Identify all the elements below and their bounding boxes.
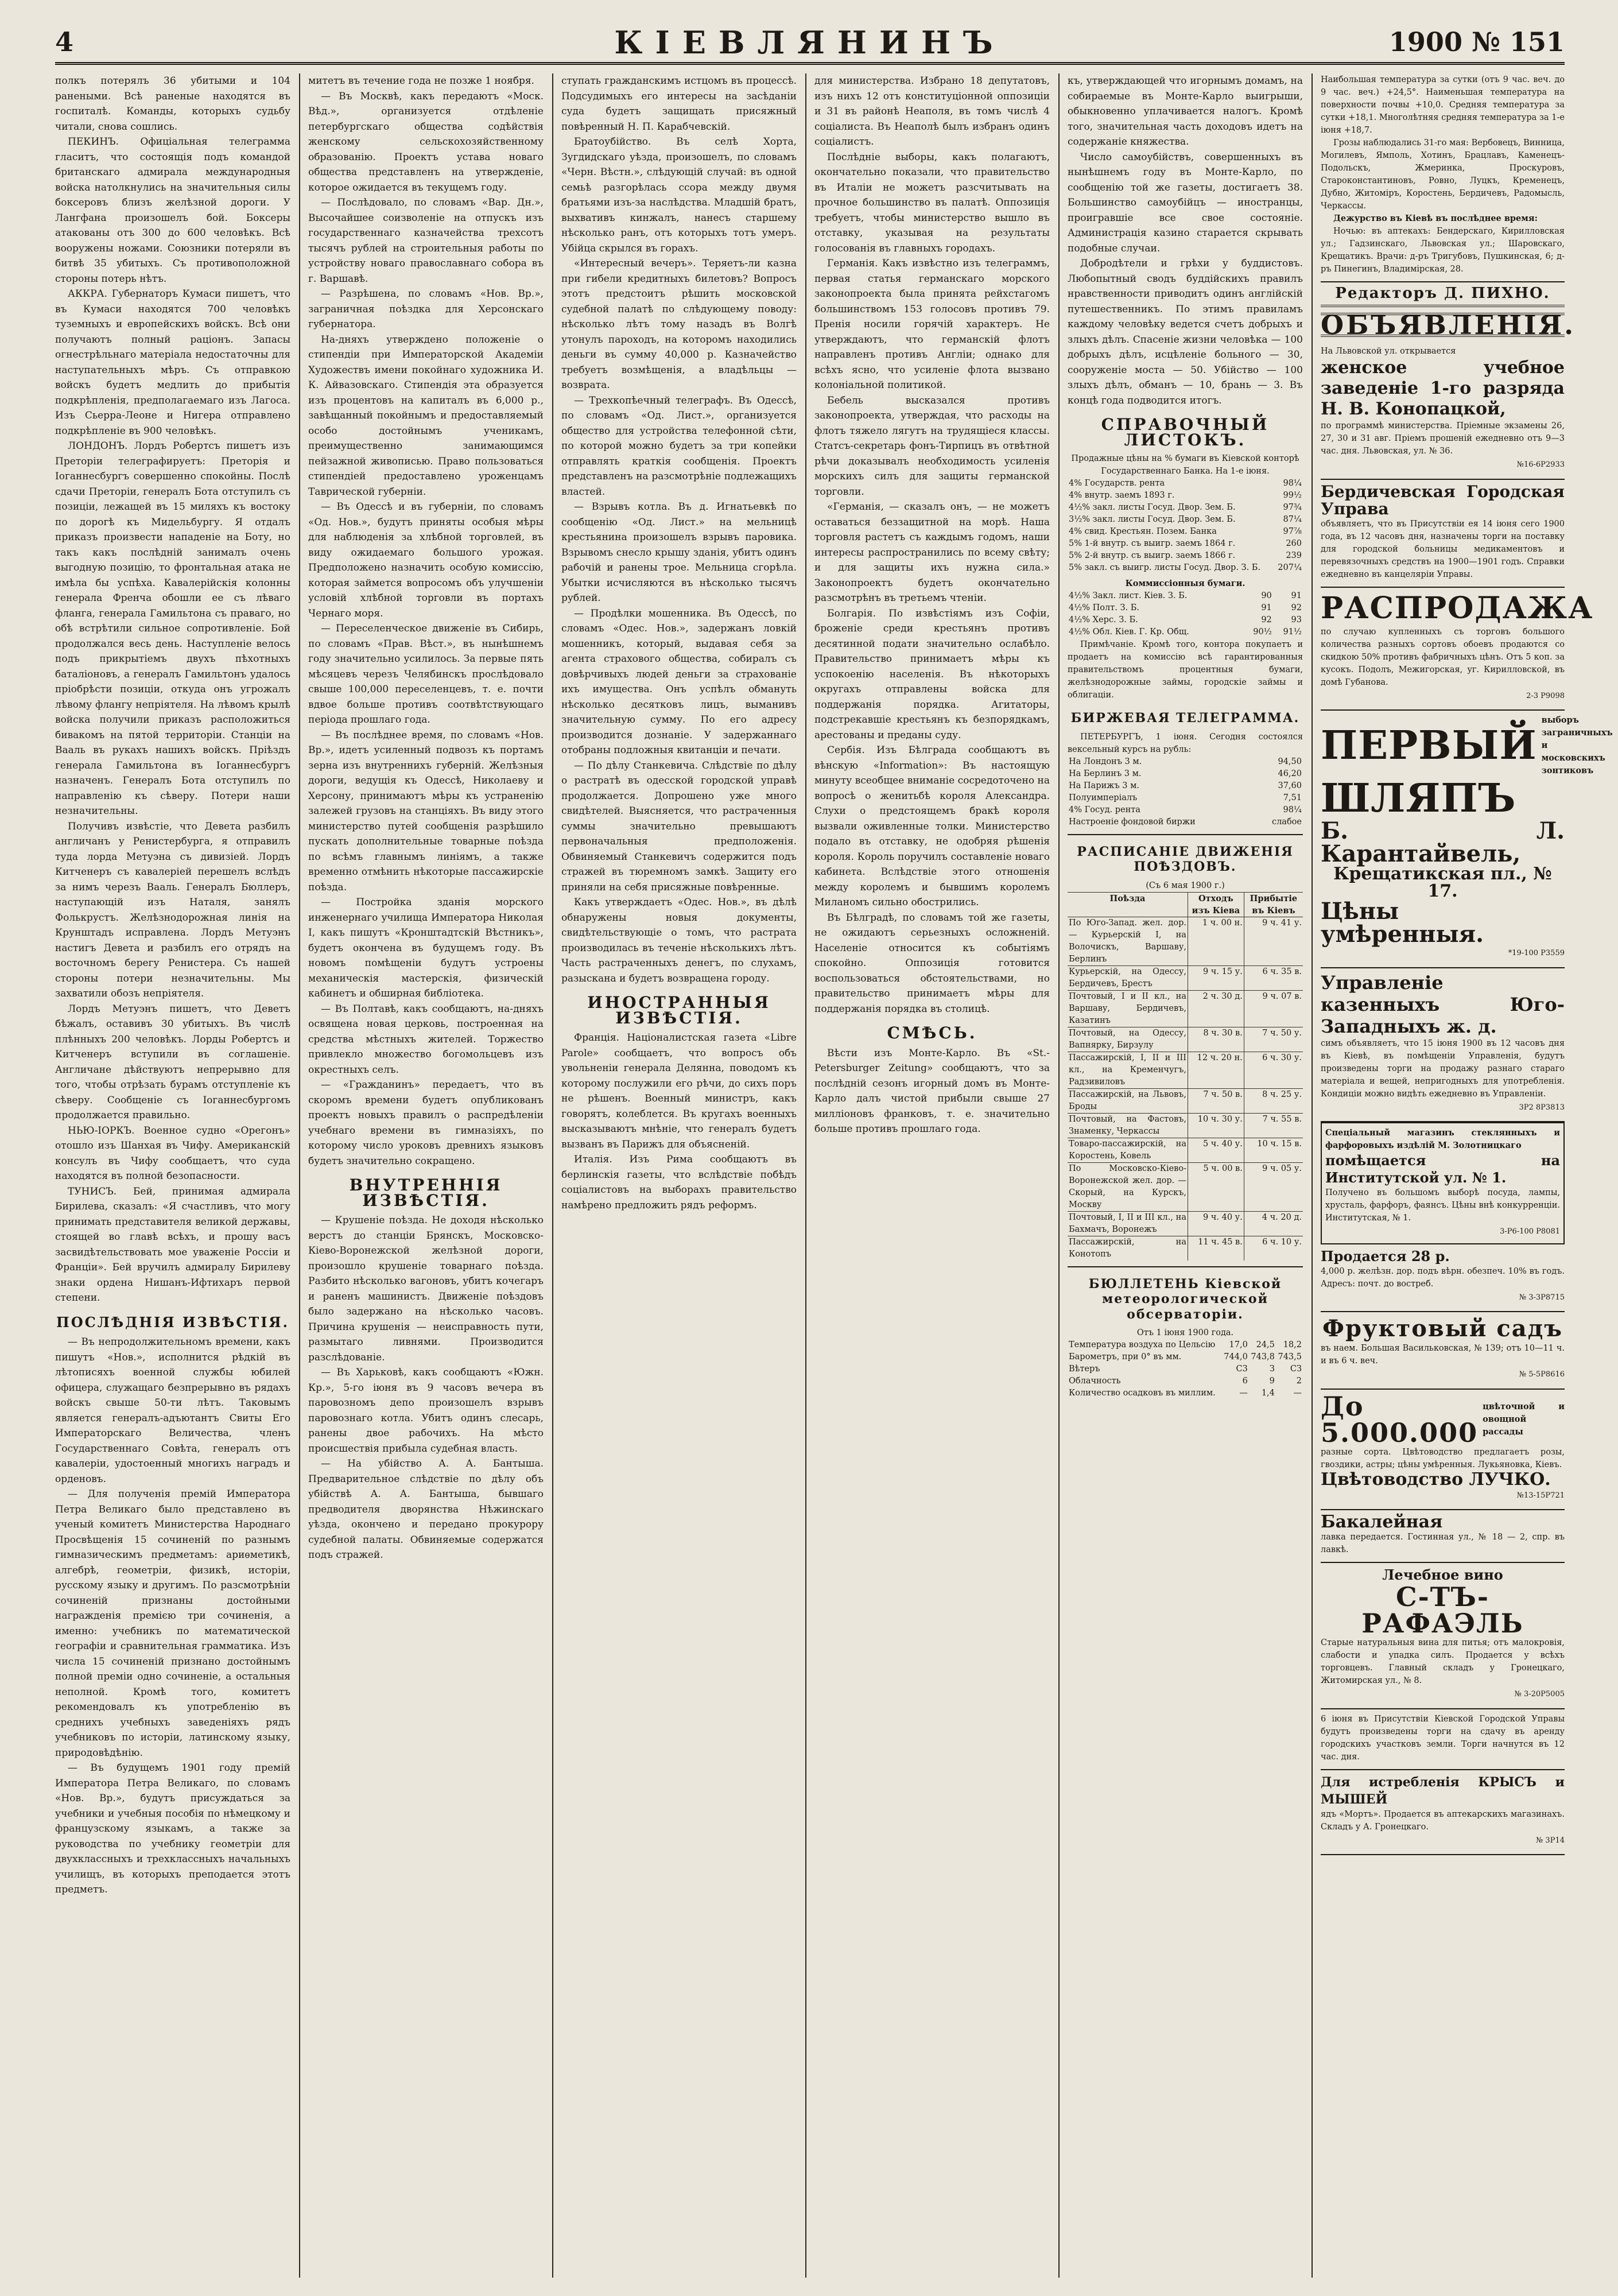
rate-row — [1068, 550, 1303, 562]
ad-headline: Фруктовый садъ — [1322, 1315, 1563, 1342]
article-paragraph: — Въ послѣднее время, по словамъ «Нов. Вр.», идетъ усиленный подвозъ къ портамъ зерна изъ внутреннихъ губерній. Желѣзныя дороги, ведущія къ Одессѣ, Николаеву и Херсону, принимаютъ мѣры къ устраненію залежей грузовъ на станціяхъ. Въ виду этого министерство путей сообщенія разрѣшило пускать дополнительные товарные поѣзда по всѣмъ главнымъ линіямъ, а также временно отмѣнить нѣкоторые пассажирскіе поѣзда. — [308, 729, 544, 893]
exchange-row — [1068, 792, 1303, 804]
ad-sale — [1321, 588, 1594, 711]
ad-headline: Продается 28 р. — [1321, 1247, 1450, 1265]
ad-text: по случаю купленныхъ съ торговъ большого количества разныхъ сортовъ обоевъ продаются со скидкою 50% противъ фабричныхъ цѣнъ. Отъ 5 коп. за кусокъ. Подолъ, Межигорская, уг. Кирилловской, въ домѣ Губанова. — [1321, 627, 1565, 687]
table-cell: 4% Госуд. рента — [1069, 805, 1140, 815]
table-cell: 4% внутр. заемъ 1893 г. — [1069, 491, 1175, 500]
table-cell: 91 — [1261, 603, 1272, 612]
table-cell: 87¼ — [1283, 515, 1302, 524]
table-cell: 7,51 — [1283, 793, 1302, 802]
article-paragraph: — Крушеніе поѣзда. Не доходя нѣсколько верстъ до станціи Брянскъ, Московско-Кіево-Воронежской желѣзной дороги, произошло крушеніе товарнаго поѣзда. Разбито нѣсколько вагоновъ, убитъ кочегаръ и раненъ машинистъ. Движеніе поѣздовъ было задержано на нѣсколько часовъ. Причина крушенія — неисправность пути, размытаго ливнями. Производится разслѣдованіе. — [308, 1215, 544, 1363]
ad-text: ядъ «Мортъ». Продается въ аптекарскихъ магазинахъ. Складъ у А. Гронецкаго. — [1321, 1809, 1565, 1832]
train-row — [1068, 1088, 1303, 1113]
ad-code: 2-3 Р9098 — [1526, 691, 1565, 700]
column-rule — [299, 73, 300, 2278]
article-paragraph: Добродѣтели и грѣхи у буддистовъ. Любопытный сводъ буддійскихъ правилъ нравственности приводитъ одинъ англійскій путешественникъ. По этимъ правиламъ каждому человѣку ведется счетъ добрыхъ и злыхъ дѣлъ. Спасеніе жизни человѣка — 100 добрыхъ дѣлъ, исцѣленіе больного — 30, сооруженіе моста — 50. Убійство — 100 злыхъ дѣлъ, обманъ — 10, брань — 3. Въ концѣ года подводится итогъ. — [1068, 258, 1303, 406]
exchange-row — [1068, 804, 1303, 816]
ad-headline: РАСПРОДАЖА — [1321, 590, 1594, 626]
article-paragraph: Италія. Изъ Рима сообщаютъ въ берлинскія газеты, что вслѣдствіе побѣдъ соціалистовъ на выборахъ правительство намѣрено предложить рядъ реформъ. — [561, 1154, 797, 1211]
ad-text: На Львовской ул. открывается — [1321, 347, 1456, 356]
ad-text: объявляетъ, что въ Присутствіи ея 14 іюня сего 1900 года, въ 12 часовъ дня, назначены торги на поставку для городской больницы медикаментовъ и перевязочныхъ средствъ на 1900—1901 годъ. Справки ежедневно въ канцеляріи Управы. — [1321, 519, 1565, 579]
table-cell: 5% 1-й внутр. съ выигр. заемъ 1864 г. — [1069, 539, 1236, 548]
commission-table — [1068, 590, 1303, 638]
table-cell: Температура воздуха по Цельсію — [1069, 1340, 1216, 1349]
newspaper-title: КІЕВЛЯНИНЪ — [614, 24, 1006, 61]
train-row — [1068, 1113, 1303, 1138]
commission-row — [1068, 626, 1303, 638]
ad-headline: Бердичевская Городская Управа — [1321, 482, 1565, 518]
table-cell: Пассажирскій, на Конотопъ — [1068, 1236, 1188, 1261]
weather-bulletin-table — [1068, 1339, 1303, 1399]
ad-grocery — [1321, 1510, 1565, 1563]
ad-code: № 3Р14 — [1536, 1836, 1565, 1845]
table-cell: Почтовый, I и II кл., на Варшаву, Бердичевъ, Казатинъ — [1068, 990, 1188, 1027]
article-paragraph: — Послѣдовало, по словамъ «Вар. Дн.», Высочайшее соизволеніе на отпускъ изъ государственнаго казначейства трехсотъ тысячъ рублей на строительныя работы по устройству новаго православнаго собора въ г. Варшавѣ. — [308, 197, 544, 285]
ad-hats — [1321, 711, 1613, 968]
ad-headline: женское учебное заведеніе 1-го разряда Н. В. Конопацкой, — [1321, 358, 1565, 419]
table-cell: 4½% Обл. Кіев. Г. Кр. Общ. — [1069, 627, 1189, 637]
table-cell: 90½ — [1253, 627, 1272, 637]
bulletin-row — [1068, 1387, 1303, 1399]
column-5 — [1068, 73, 1303, 2278]
ad-glass-shop — [1321, 1122, 1565, 1244]
ad-school — [1321, 342, 1565, 480]
column-6 — [1321, 73, 1613, 2278]
article-paragraph: — Въ Одессѣ и въ губерніи, по словамъ «Од. Нов.», будутъ приняты особыя мѣры для наблюденія за хлѣбной торговлей, въ виду ожидаемаго большого урожая. Предположено назначить особую комиссію, которая займется вопросомъ объ улучшеніи условій хлѣбной торговли въ портахъ Чернаго моря. — [308, 501, 544, 619]
table-cell: 4½% закл. листы Госуд. Двор. Зем. Б. — [1069, 503, 1236, 512]
table-cell: 7 ч. 50 у. — [1244, 1027, 1303, 1052]
section-heading: БЮЛЛЕТЕНЬ Кіевской метеорологической обсерваторіи. — [1088, 1276, 1282, 1322]
table-cell: 10 ч. 30 у. — [1188, 1113, 1244, 1138]
table-cell: 6 — [1242, 1376, 1248, 1386]
ad-code: 3-Р6-100 Р8081 — [1500, 1227, 1560, 1236]
table-cell: 98¼ — [1283, 479, 1302, 488]
table-cell: 46,20 — [1278, 769, 1302, 778]
table-cell: 744,0 — [1224, 1352, 1248, 1362]
article-paragraph: — Въ Москвѣ, какъ передаютъ «Моск. Вѣд.», организуется отдѣленіе петербургскаго общества содѣйствія женскому сельскохозяйственному образованію. Проектъ устава новаго общества представленъ на утвержденіе, которое ожидается въ текущемъ году. — [308, 90, 544, 193]
table-cell: Полуимперіалъ — [1069, 793, 1138, 802]
article-paragraph: къ, утверждающей что игорнымъ домамъ, на собираемые въ Монте-Карло выигрыши, обыкновенно уплачивается налогъ. Кромѣ того, значительная часть доходовъ идетъ на содержаніе княжества. — [1068, 75, 1303, 148]
ad-headline: Бакалейная — [1321, 1512, 1443, 1532]
ad-side-text: цвѣточной и овощной рассады — [1483, 1401, 1565, 1437]
storm-notes: Грозы наблюдались 31-го мая: Вербовецъ, Винница, Могилевъ, Ямполь, Хотинъ, Брацлавъ, Каменецъ-Подольскъ, Жмеринка, Проскуровъ, Староконстантиновъ, Ровно, Луцкъ, Кременецъ, Дубно, Житоміръ, Коростень, Бердичевъ, Радомысль, Черкассы. — [1321, 138, 1565, 211]
article-paragraph: Бебель высказался противъ законопроекта, утверждая, что расходы на флотъ тяжело лягутъ на трудящіеся классы. Статсъ-секретарь фонъ-Тирпицъ въ отвѣтной рѣчи доказывалъ необходимость усиленія морскихъ силъ для защиты германской торговли. — [814, 394, 1050, 498]
table-cell: Почтовый, на Одессу, Вапнярку, Бирзулу — [1068, 1027, 1188, 1052]
train-row — [1068, 1138, 1303, 1162]
ad-code: № 3-3Р8715 — [1519, 1293, 1565, 1302]
table-cell: 4½% Полт. З. Б. — [1069, 603, 1140, 612]
table-cell: 6 ч. 35 в. — [1244, 965, 1303, 990]
ad-headline: помѣщается на Институтской ул. № 1. — [1325, 1152, 1560, 1186]
article-paragraph: — Трехкопѣечный телеграфъ. Въ Одессѣ, по словамъ «Од. Лист.», организуется общество для устройства телефонной сѣти, по которой можно будетъ за три копейки отправлять краткія сообщенія. Проектъ представленъ на разсмотрѣніе подлежащихъ властей. — [561, 394, 797, 498]
ad-railway-board — [1321, 968, 1565, 1123]
section-heading: БИРЖЕВАЯ ТЕЛЕГРАММА. — [1070, 711, 1300, 726]
schedule-header-row — [1068, 892, 1303, 917]
section-heading: ПОСЛѢДНІЯ ИЗВѢСТІЯ. — [56, 1313, 289, 1331]
table-cell: На Берлинъ 3 м. — [1069, 769, 1142, 778]
article-paragraph: — Разрѣшена, по словамъ «Нов. Вр.», заграничная поѣздка для Херсонскаго губернатора. — [308, 288, 544, 330]
column-rule — [1058, 73, 1060, 2278]
ad-headline: Для истребленія КРЫСЪ и МЫШЕЙ — [1321, 1774, 1565, 1807]
article-paragraph: ЛОНДОНЪ. Лордъ Робертсъ пишетъ изъ Преторіи телеграфируетъ: Преторія и Іоганнесбургъ совершенно спокойны. Послѣ сдачи Преторіи, генералъ Бота отступилъ съ позиціи, лежащей въ 15 миляхъ къ востоку по дорогѣ къ Мидельбургу. Я отдалъ приказъ произвести нападеніе на Боту, но такъ какъ послѣдній занималъ очень выгодную позицію, то фронтальная атака не имѣла бы успѣха. Кавалерійскія колонны генерала Френча обошли ее съ лѣваго фланга, генерала Гамильтона съ праваго, но обѣ встрѣтили сильное сопротивленіе. Бой продолжался весь день. Наступленіе велось подъ прикрытіемъ двухъ пѣхотныхъ баталіоновъ, а генералъ Гамильтонъ удалось пріобрѣсти позиціи, откуда онъ угрожалъ лѣвому флангу непріятеля. На лѣвомъ крылѣ войска получили приказъ расположиться бивакомъ на пятой территоріи. Станціи на Вааль въ рукахъ нашихъ войскъ. Пріѣздъ генерала Гамильтона въ Іоганнесбургъ назначенъ. Генералъ Бота отступилъ по направленію къ сѣверу. Потери наши незначительны. — [55, 440, 290, 817]
ad-address: Крещатикская пл., № 17. — [1333, 864, 1552, 901]
table-cell: 4% свид. Крестьян. Позем. Банка — [1069, 527, 1217, 536]
table-cell: По Московско-Кіево-Воронежской жел. дор. — Скорый, на Курскъ, Москву — [1068, 1162, 1188, 1211]
article-paragraph: — По дѣлу Станкевича. Слѣдствіе по дѣлу о растратѣ въ одесской городской управѣ продолжается. Допрошено уже много свидѣтелей. Выясняется, что растраченныя суммы значительно превышаютъ первоначальныя предположенія. Обвиняемый Станкевичъ содержится подъ стражей въ тюремномъ замкѣ. Защиту его приняли на себя присяжные повѣренные. — [561, 759, 797, 893]
ad-headline: ШЛЯПЪ — [1321, 775, 1516, 821]
column-1 — [55, 73, 290, 2278]
article-paragraph: Число самоубійствъ, совершенныхъ въ нынѣшнемъ году въ Монте-Карло, по сообщенію той же газеты, достигаетъ 38. Большинство самоубійцъ — иностранцы, проигравшіе все свое состояніе. Администрація казино старается скрывать подобные случаи. — [1068, 151, 1303, 254]
ad-loan — [1321, 1244, 1565, 1313]
ad-text: по программѣ министерства. Пріемные экзамены 26, 27, 30 и 31 авг. Пріемъ прошеній ежедневно отъ 9—3 час. дня. Львовская, ул. № 36. — [1321, 421, 1565, 456]
page-number: 4 — [55, 26, 74, 57]
rate-row — [1068, 562, 1303, 574]
ad-text: разные сорта. Цвѣтоводство предлагаетъ розы, гвоздики, астры; цѣны умѣренныя. Лукьяновка, Кіевъ. — [1321, 1447, 1565, 1469]
ad-code: № 5-5Р8616 — [1519, 1370, 1565, 1379]
exchange-row — [1068, 816, 1303, 828]
table-cell: 9 ч. 40 у. — [1188, 1211, 1244, 1236]
rate-row — [1068, 514, 1303, 526]
article-paragraph: Германія. Какъ извѣстно изъ телеграммъ, первая статья германскаго морского законопроекта была принята рейхстагомъ большинствомъ 153 голосовъ противъ 79. Пренія носили горячій характеръ. Не утверждаютъ, что германскій флотъ направленъ противъ Англіи; однако для всѣхъ ясно, что усиленіе флота вызвано колоніальной политикой. — [814, 258, 1050, 391]
article-paragraph: — Переселенческое движеніе въ Сибирь, по словамъ «Прав. Вѣст.», въ нынѣшнемъ году значительно усилилось. За первые пять мѣсяцевъ черезъ Челябинскъ прослѣдовало свыше 100,000 переселенцевъ, т. е. почти вдвое больше противъ соотвѣтствующаго періода прошлаго года. — [308, 623, 544, 726]
section-heading: ИНОСТРАННЫЯ ИЗВѢСТІЯ. — [587, 993, 771, 1027]
ad-prices: Цѣны умѣренныя. — [1321, 898, 1484, 948]
column-3 — [561, 73, 797, 2278]
article-paragraph: Въ Бѣлградѣ, по словамъ той же газеты, не ожидаютъ серьезныхъ осложненій. Населеніе относится къ событіямъ спокойно. Оппозиція готовится воспользоваться обстоятельствами, но правительство принимаетъ мѣры для поддержанія порядка въ столицѣ. — [814, 912, 1050, 1015]
table-cell: 9 ч. 15 у. — [1188, 965, 1244, 990]
table-cell: 260 — [1286, 539, 1302, 548]
table-cell: Товаро-пассажирскій, на Коростень, Ковель — [1068, 1138, 1188, 1162]
ad-city-auction — [1321, 1709, 1565, 1770]
table-cell: Барометръ, при 0° въ мм. — [1069, 1352, 1182, 1362]
table-cell: 743,5 — [1278, 1352, 1302, 1362]
ad-code: *19-100 Р3559 — [1508, 949, 1565, 957]
article-paragraph: Болгарія. По извѣстіямъ изъ Софіи, броженіе среди крестьянъ противъ десятинной подати значительно ослабѣло. Правительство принимаетъ мѣры къ успокоенію населенія. Въ нѣкоторыхъ округахъ отправлены войска для поддержанія порядка. Агитаторы, подстрекавшіе крестьянъ къ безпорядкамъ, арестованы и преданы суду. — [814, 607, 1050, 741]
table-cell: З — [1269, 1364, 1275, 1374]
exchange-row — [1068, 780, 1303, 792]
table-cell: 4½% Херс. З. Б. — [1069, 615, 1138, 625]
section-heading: СПРАВОЧНЫЙ ЛИСТОКЪ. — [1101, 415, 1270, 449]
rate-row — [1068, 490, 1303, 502]
article-paragraph: Сербія. Изъ Бѣлграда сообщаютъ въ вѣнскую «Information»: Въ настоящую минуту всеобщее вниманіе сосредоточено на вопросѣ о женитьбѣ короля Александра. Слухи о предстоящемъ бракѣ короля вызвали оживленные толки. Министерство подало въ отставку, не одобряя рѣшенія короля. Король поручилъ составленіе новаго кабинета. Вслѣдствіе этого отношенія между королемъ и бывшимъ королемъ Миланомъ сильно обострились. — [814, 744, 1050, 908]
divider — [1068, 1266, 1303, 1267]
article-paragraph: Получивъ извѣстіе, что Девета разбилъ англичанъ у Ренистербурга, я отправилъ туда лорда Метуэна съ дивизіей. Лордъ Китченеръ съ кавалеріей перешелъ вслѣдъ за нимъ черезъ Вааль. Генералъ Бюллеръ, наступающій изъ Наталя, занялъ Фолькрустъ. Желѣзнодорожная линія на Крунштадъ исправлена. Лордъ Метуэнъ настигъ Девета и разбилъ его отрядъ на восточномъ берегу Ренистера. Съ нашей стороны потери незначительны. Мы захватили обозъ непріятеля. — [55, 820, 290, 999]
ad-text: Старые натуральныя вина для питья; отъ малокровія, слабости и упадка силъ. Продается у всѣхъ торговцевъ. Главный складъ у Гронецкаго, Житомирская ул., № 8. — [1321, 1638, 1565, 1685]
ad-rat-poison — [1321, 1770, 1565, 1856]
duty-list: Ночью: въ аптекахъ: Бендерскаго, Кирилловская ул.; Гадзинскаго, Львовская ул.; Шаровскаго, Крещатикъ. Врачи: д-ръ Тригубовъ, Пушкинская, 6; д-ръ Пинегинъ, Владимірская, 28. — [1321, 227, 1565, 274]
ad-text: въ наем. Большая Васильковская, № 139; отъ 10—11 ч. и въ 6 ч. веч. — [1321, 1344, 1565, 1366]
column-4 — [814, 73, 1050, 2278]
article-paragraph: — Постройка зданія морского инженернаго училища Императора Николая I, какъ пишутъ «Кронштадтскій Вѣстникъ», будетъ окончена въ будущемъ году. Въ новомъ помѣщеніи будутъ устроены механическія мастерскія, физическій кабинетъ и обширная библіотека. — [308, 897, 544, 999]
table-cell: 2 — [1296, 1376, 1302, 1386]
rate-row — [1068, 538, 1303, 550]
table-cell: Курьерскій, на Одессу, Бердичевъ, Брестъ — [1068, 965, 1188, 990]
ad-text: 6 іюня въ Присутствіи Кіевской Городской Управы будутъ произведены торги на сдачу въ аренду городскихъ участковъ земли. Торги начнутся въ 12 час. дня. — [1321, 1714, 1565, 1762]
table-cell: 207¼ — [1278, 563, 1302, 572]
column-rule — [805, 73, 806, 2278]
duty-title: Дежурство въ Кіевѣ въ послѣднее время: — [1333, 214, 1538, 223]
ad-headline: До 5.000.000 — [1321, 1390, 1479, 1448]
bulletin-row — [1068, 1339, 1303, 1351]
exchange-title: ПЕТЕРБУРГЪ, 1 іюня. Сегодня состоялся вексельный курсъ на рубль: — [1068, 732, 1303, 754]
table-cell: На Лондонъ 3 м. — [1069, 757, 1142, 766]
table-cell: 91½ — [1283, 627, 1302, 637]
table-cell: 1,4 — [1261, 1389, 1275, 1398]
article-paragraph: ПЕКИНЪ. Офиціальная телеграмма гласитъ, что состоящія подъ командой британскаго адмирала международныя войска натолкнулись на значительныя силы боксеровъ близъ желѣзной дороги. У Лангфана произошелъ бой. Боксеры атакованы отъ 300 до 600 человѣкъ. Всѣ вооружены ножами. Союзники потеряли въ битвѣ 35 убитыхъ. Съ противоположной стороны потерь нѣтъ. — [55, 136, 290, 285]
article-paragraph: — Въ будущемъ 1901 году премій Императора Петра Великаго, по словамъ «Нов. Вр.», будутъ присуждаться за учебники и учебныя пособія по нѣмецкому и французскому языкамъ, а также за руководства по учебнику геометріи для двухклассныхъ и трехклассныхъ начальныхъ училищъ, въ которыхъ преподается этотъ предметъ. — [55, 1762, 290, 1895]
table-cell: 7 ч. 50 в. — [1188, 1088, 1244, 1113]
train-row — [1068, 1027, 1303, 1052]
table-cell: С3 — [1236, 1364, 1248, 1374]
ad-merchant: Цвѣтоводство ЛУЧКО. — [1321, 1469, 1551, 1490]
table-cell: 98¼ — [1283, 805, 1302, 815]
table-cell: 93 — [1291, 615, 1302, 625]
table-cell: 92 — [1261, 615, 1272, 625]
train-row — [1068, 965, 1303, 990]
rates-table — [1068, 478, 1303, 574]
article-paragraph: Вѣсти изъ Монте-Карло. Въ «St.-Petersburger Zeitung» сообщаютъ, что за послѣдній сезонъ игорный домъ въ Монте-Карло далъ чистой прибыли свыше 27 милліоновъ франковъ, т. е. значительно больше противъ прошлаго года. — [814, 1047, 1050, 1135]
column-rule — [1312, 73, 1313, 2278]
ad-headline: Управленіе казенныхъ Юго-Западныхъ ж. д. — [1321, 971, 1565, 1037]
bulletin-row — [1068, 1375, 1303, 1387]
rates-title: Продажные цѣны на % бумаги въ Кіевской конторѣ Государственнаго Банка. На 1-е іюня. — [1071, 454, 1299, 476]
issue-number: 1900 № 151 — [1388, 26, 1565, 57]
ad-text: лавка передается. Гостинная ул., № 18 — 2, спр. въ лавкѣ. — [1321, 1533, 1565, 1554]
rates-note: Примѣчаніе. Кромѣ того, контора покупаетъ и продаетъ на комиссію всѣ гарантированныя правительствомъ процентныя бумаги, желѣзнодорожные займы, городскіе займы и облигаціи. — [1068, 640, 1303, 700]
article-paragraph: — Въ Полтавѣ, какъ сообщаютъ, на-дняхъ освящена новая церковь, построенная на средства мѣстныхъ жителей. Торжество привлекло множество богомольцевъ изъ окрестныхъ селъ. — [308, 1003, 544, 1076]
table-cell: — — [1239, 1389, 1248, 1398]
table-cell: слабое — [1271, 817, 1302, 827]
article-paragraph: для министерства. Избрано 18 депутатовъ, изъ нихъ 12 отъ конституціонной оппозиціи и 31 въ районѣ Неаполя, въ томъ числѣ 4 соціалиста. Въ Неаполѣ былъ избранъ одинъ соціалистъ. — [814, 75, 1050, 148]
table-cell: Вѣтеръ — [1069, 1364, 1100, 1374]
table-cell: 5% закл. съ выигр. листы Госуд. Двор. З. Б. — [1069, 563, 1261, 572]
bulletin-row — [1068, 1351, 1303, 1363]
table-cell: Настроеніе фондовой биржи — [1069, 817, 1196, 827]
table-cell: 8 ч. 25 у. — [1244, 1088, 1303, 1113]
article-paragraph: — Продѣлки мошенника. Въ Одессѣ, по словамъ «Одес. Нов.», задержанъ ловкій мошенникъ, который, выдавая себя за агента страхового общества, собиралъ съ довѣрчивыхъ людей деньги за страхованіе ихъ имущества. Онъ успѣлъ обмануть нѣсколько десятковъ лицъ, выманивъ значительную сумму. По его адресу производится дознаніе. У задержаннаго отобраны подложныя квитанціи и печати. — [561, 607, 797, 756]
article-paragraph: «Интересный вечеръ». Теряетъ-ли казна при гибели кредитныхъ билетовъ? Вопросъ этотъ предстоитъ рѣшить московской судебной палатѣ по слѣдующему поводу: нѣсколько лѣтъ тому назадъ въ Волгѣ утонулъ пароходъ, на которомъ находились деньги въ сумму 40,000 р. Казначейство требуетъ возмѣщенія, а владѣльцы — возврата. — [561, 258, 797, 391]
table-cell: Пассажирскій, на Львовъ, Броды — [1068, 1088, 1188, 1113]
table-cell: 11 ч. 45 в. — [1188, 1236, 1244, 1261]
table-cell: 97⅞ — [1283, 527, 1302, 536]
article-paragraph: — Въ Харьковѣ, какъ сообщаютъ «Южн. Кр.», 5-го іюня въ 9 часовъ вечера въ паровозномъ депо произошелъ взрывъ паровознаго котла. Убитъ одинъ слесарь, ранены двое рабочихъ. На мѣсто происшествія прибыла судебная власть. — [308, 1367, 544, 1455]
train-schedule-table — [1068, 892, 1303, 1261]
table-cell: По Юго-Запад. жел. дор. — Курьерскій I, на Волочискъ, Варшаву, Берлинъ — [1068, 917, 1188, 965]
ad-text: Получено въ большомъ выборѣ посуда, лампы, хрусталь, фарфоръ, фаянсъ. Цѣны внѣ конкурренціи. Институтская, № 1. — [1325, 1188, 1560, 1223]
table-cell: 9 ч. 41 у. — [1244, 917, 1303, 965]
table-cell: 91 — [1291, 591, 1302, 600]
divider — [1068, 834, 1303, 835]
exchange-table — [1068, 756, 1303, 828]
table-cell: 7 ч. 55 в. — [1244, 1113, 1303, 1138]
article-paragraph: Послѣдніе выборы, какъ полагаютъ, окончательно показали, что правительство въ Италіи не можетъ разсчитывать на прочное большинство въ палатѣ. Оппозиція требуетъ, чтобы министерство вышло въ отставку, указывая на результаты голосованія въ главныхъ городахъ. — [814, 151, 1050, 254]
table-cell: 1 ч. 00 н. — [1188, 917, 1244, 965]
table-cell: 743,8 — [1251, 1352, 1275, 1362]
bulletin-subtitle: Отъ 1 іюня 1900 года. — [1136, 1328, 1234, 1337]
article-paragraph: ТУНИСЪ. Бей, принимая адмирала Бирилева, сказалъ: «Я счастливъ, что могу принимать представителя великой державы, стоящей во главѣ всѣхъ, и прошу васъ засвидѣтельствовать мое уваженіе Россіи и Франціи». Бей вручилъ адмиралу Бирилеву знаки ордена Нишанъ-Ифтихаръ первой степени. — [55, 1185, 290, 1304]
section-heading: РАСПИСАНІЕ ДВИЖЕНІЯ ПОѢЗДОВЪ. — [1077, 844, 1294, 874]
schedule-subtitle: (Съ 6 мая 1900 г.) — [1146, 881, 1225, 890]
ad-subheadline: Лечебное вино — [1382, 1566, 1503, 1583]
train-row — [1068, 1052, 1303, 1088]
table-cell: Облачность — [1069, 1376, 1121, 1386]
ad-code: № 3-20Р5005 — [1514, 1690, 1565, 1698]
table-cell: 9 ч. 05 у. — [1244, 1162, 1303, 1211]
article-paragraph: полкъ потерялъ 36 убитыми и 104 ранеными. Всѣ раненые находятся въ госпиталѣ. Команды, которыхъ судьбу читали, снова сошлись. — [55, 75, 290, 133]
masthead — [55, 22, 1565, 65]
commission-row — [1068, 614, 1303, 626]
column-rule — [552, 73, 553, 2278]
table-cell: 8 ч. 30 в. — [1188, 1027, 1244, 1052]
exchange-row — [1068, 768, 1303, 780]
train-row — [1068, 1162, 1303, 1211]
table-cell: 4½% Закл. лист. Кіев. З. Б. — [1069, 591, 1188, 600]
ad-text: 4,000 р. желѣзн. дор. подъ вѣрн. обезпеч. 10% въ годъ. Адресъ: почт. до востреб. — [1321, 1266, 1565, 1289]
ad-berdichev-council — [1321, 480, 1565, 588]
ad-orchard — [1321, 1312, 1565, 1390]
article-paragraph: — На убійство А. А. Бантыша. Предварительное слѣдствіе по дѣлу объ убійствѣ А. А. Бантыша, бывшаго предводителя дворянства Нѣжинскаго уѣзда, окончено и передано прокурору судебной палаты. Обвиняемые содержатся подъ стражей. — [308, 1458, 544, 1561]
weather-notes: Наибольшая температура за сутки (отъ 9 час. веч. до 9 час. веч.) +24,5°. Наименьшая температура на поверхности почвы +10,0. Средняя температура за сутки +18,1. Многолѣтняя средняя температура за 1-е іюня +18,7. — [1321, 75, 1565, 135]
commission-row — [1068, 590, 1303, 602]
article-paragraph: Какъ утверждаетъ «Одес. Нов.», въ дѣлѣ обнаружены новыя документы, свидѣтельствующіе о томъ, что растрата производилась въ теченіе нѣсколькихъ лѣтъ. Часть растраченныхъ денегъ, по слухамъ, разыскана и будетъ возвращена городу. — [561, 897, 797, 984]
train-row — [1068, 1236, 1303, 1261]
column-header: Поѣзда — [1068, 892, 1188, 917]
train-row — [1068, 917, 1303, 965]
commission-title: Коммиссіонныя бумаги. — [1125, 579, 1245, 588]
ad-text: Спеціальный магазинъ стеклянныхъ и фарфоровыхъ издѣлій М. Золотницкаго — [1325, 1128, 1560, 1150]
table-cell: 239 — [1286, 551, 1302, 560]
table-cell: 37,60 — [1278, 781, 1302, 790]
table-cell: 17,0 — [1229, 1340, 1248, 1349]
table-cell: 12 ч. 20 н. — [1188, 1052, 1244, 1088]
table-cell: 99½ — [1283, 491, 1302, 500]
table-cell: 4 ч. 20 д. — [1244, 1211, 1303, 1236]
rate-row — [1068, 502, 1303, 514]
rate-row — [1068, 526, 1303, 538]
table-cell: На Парижъ 3 м. — [1069, 781, 1140, 790]
ad-code: №13-15Р721 — [1516, 1491, 1565, 1500]
table-cell: Количество осадковъ въ миллим. — [1069, 1389, 1216, 1398]
article-paragraph: На-дняхъ утверждено положеніе о стипендіи при Императорской Академіи Художествъ имени покойнаго художника И. К. Айвазовскаго. Стипендія эта образуется изъ процентовъ на капиталъ въ 6,000 р., завѣщанный покойнымъ и предоставляемый особо достойнымъ ученикамъ, преимущественно занимающимся пейзажной живописью. Право пользоваться стипендіей предоставлено уроженцамъ Таврической губерніи. — [308, 333, 544, 498]
exchange-row — [1068, 756, 1303, 768]
train-row — [1068, 990, 1303, 1027]
editor-line: Редакторъ Д. ПИХНО. — [1321, 281, 1565, 307]
article-paragraph: — Взрывъ котла. Въ д. Игнатьевкѣ по сообщенію «Од. Лист.» на мельницѣ крестьянина произошелъ взрывъ паровика. Взрывомъ снесло крышу зданія, убитъ одинъ рабочій и ранены трое. Мельница сгорѣла. Убытки исчисляются въ нѣсколько тысячъ рублей. — [561, 501, 797, 604]
train-row — [1068, 1211, 1303, 1236]
table-cell: 5 ч. 40 у. — [1188, 1138, 1244, 1162]
table-cell: 4% Государств. рента — [1069, 479, 1165, 488]
table-cell: 90 — [1261, 591, 1272, 600]
table-cell: 9 — [1269, 1376, 1275, 1386]
table-cell: 3½% закл. листы Госуд. Двор. Зем. Б. — [1069, 515, 1236, 524]
table-cell: 2 ч. 30 д. — [1188, 990, 1244, 1027]
ad-merchant: Б. Л. Карантайвель, — [1321, 817, 1565, 867]
table-cell: 5% 2-й внутр. съ выигр. заемъ 1866 г. — [1069, 551, 1236, 560]
table-cell: 5 ч. 00 в. — [1188, 1162, 1244, 1211]
article-paragraph: Братоубійство. Въ селѣ Хорта, Зугдидскаго уѣзда, произошелъ, по словамъ «Черн. Вѣстн.», слѣдующій случай: въ одной семьѣ разгорѣлась ссора между двумя братьями изъ-за наслѣдства. Младшій братъ, выхвативъ кинжалъ, нанесъ старшему нѣсколько ранъ, отъ которыхъ тотъ умеръ. Убійца скрылся въ горахъ. — [561, 136, 797, 254]
table-cell: СЗ — [1290, 1364, 1302, 1374]
table-cell: 24,5 — [1256, 1340, 1275, 1349]
ad-headline: ПЕРВЫЙ — [1321, 723, 1537, 769]
article-paragraph: — «Гражданинъ» передаетъ, что въ скоромъ времени будетъ опубликованъ проектъ новыхъ правилъ о распредѣленіи учебнаго времени въ гимназіяхъ, по которому число уроковъ древнихъ языковъ будетъ значительно сокращено. — [308, 1079, 544, 1167]
article-paragraph: Лордъ Метуэнъ пишетъ, что Деветъ бѣжалъ, оставивъ 30 убитыхъ. Въ числѣ плѣнныхъ 200 человѣкъ. Лорды Робертсъ и Китченеръ вступили въ соглашеніе. Англичане дѣйствуютъ непрерывно для того, чтобы отрѣзать бурамъ отступленіе къ сѣверу. Сообщеніе съ Іоганнесбургомъ продолжается правильно. — [55, 1003, 290, 1121]
article-paragraph: — Въ непродолжительномъ времени, какъ пишутъ «Нов.», исполнится рѣдкій въ лѣтописяхъ военной службы юбилей офицера, служащаго безпрерывно въ рядахъ войскъ свыше 50-ти лѣтъ. Таковымъ является генералъ-адъютантъ Свиты Его Императорскаго Величества, членъ Государственнаго Совѣта, генералъ отъ кавалеріи, удостоенный многихъ наградъ и орденовъ. — [55, 1336, 290, 1485]
column-header: Отходъ изъ Кіева — [1188, 892, 1244, 917]
table-cell: 97¾ — [1283, 503, 1302, 512]
ad-text: симъ объявляетъ, что 15 іюня 1900 въ 12 часовъ дня въ Кіевѣ, въ помѣщеніи Управленія, будутъ произведены торги на продажу разнаго стараго матеріала и вещей, непригодныхъ для употребленія. Кондиціи можно видѣть ежедневно въ Управленіи. — [1321, 1038, 1565, 1099]
article-paragraph: АККРА. Губернаторъ Кумаси пишетъ, что въ Кумаси находятся 700 человѣкъ туземныхъ и европейскихъ войскъ. Всѣ они получаютъ полный раціонъ. Запасы огнестрѣльнаго матеріала недостаточны для наступательныхъ мѣръ. Съ отправкою войскъ будетъ медлить до прибытія подкрѣпленія, предполагаемаго изъ Лагоса. Изъ Сьерра-Леоне и Нигера отправлено подкрѣпленіе въ 900 человѣкъ. — [55, 288, 290, 437]
table-cell: Пассажирскій, I, II и III кл., на Кременчугъ, Радзивиловъ — [1068, 1052, 1188, 1088]
ad-side-text: выборъ заграничныхъ и московскихъ зонтиковъ — [1541, 715, 1613, 775]
table-cell: Почтовый, I, II и III кл., на Бахмачъ, Воронежъ — [1068, 1211, 1188, 1236]
article-paragraph: митетъ въ течение года не позже 1 ноября. — [308, 75, 534, 87]
ad-seedlings — [1321, 1390, 1565, 1511]
table-cell: 18,2 — [1283, 1340, 1302, 1349]
article-paragraph: Франція. Націоналистская газета «Libre Parole» сообщаетъ, что вопросъ объ увольненіи генерала Делянна, поводомъ къ которому послужили его рѣчи, до сихъ поръ не рѣшенъ. Военный министръ, какъ говорятъ, колеблется. Въ кругахъ военныхъ высказываютъ мнѣніе, что генералъ будетъ вызванъ въ Парижъ для объясненій. — [561, 1032, 797, 1150]
article-paragraph: «Германія, — сказалъ онъ, — не можетъ оставаться беззащитной на морѣ. Наша торговля растетъ съ каждымъ годомъ, наши интересы распространились по всему свѣту; и для защиты ихъ нужна сила.» Законопроектъ будетъ окончательно разсмотрѣнъ въ третьемъ чтеніи. — [814, 501, 1050, 604]
table-cell: Почтовый, на Фастовъ, Знаменку, Черкассы — [1068, 1113, 1188, 1138]
table-cell: 9 ч. 07 в. — [1244, 990, 1303, 1027]
table-cell: — — [1293, 1389, 1302, 1398]
table-cell: 6 ч. 10 у. — [1244, 1236, 1303, 1261]
rate-row — [1068, 478, 1303, 490]
article-paragraph: — Для полученія премій Императора Петра Великаго было представлено въ ученый комитетъ Министерства Народнаго Просвѣщенія 15 сочиненій по разнымъ гимназическимъ предметамъ: ариѳметикѣ, алгебрѣ, геометріи, физикѣ, исторіи, русскому языку и другимъ. По разсмотрѣніи сочиненій признаны достойными награжденія премією три сочиненія, а именно: учебникъ по математической географіи и сравнительная грамматика. Изъ числа 15 сочиненій признано достойнымъ полной преміи одно сочиненіе, а остальныя неполной. Кромѣ того, комитетъ рекомендовалъ къ употребленію въ среднихъ учебныхъ заведеніяхъ рядъ учебниковъ по исторіи, латинскому языку, природовѣдѣнію. — [55, 1488, 290, 1759]
ad-wine — [1321, 1563, 1565, 1709]
table-cell: 92 — [1291, 603, 1302, 612]
section-heading: ВНУТРЕННІЯ ИЗВѢСТІЯ. — [349, 1176, 503, 1210]
column-2 — [308, 73, 544, 2278]
bulletin-row — [1068, 1363, 1303, 1375]
table-cell: 94,50 — [1278, 757, 1302, 766]
section-heading: СМѢСЬ. — [887, 1023, 977, 1042]
article-paragraph: НЬЮ-ІОРКЪ. Военное судно «Орегонъ» отошло изъ Шанхая въ Чифу. Американскій консулъ въ Чифу сообщаетъ, что суда находятся въ полной безопасности. — [55, 1124, 290, 1182]
table-cell: 10 ч. 15 в. — [1244, 1138, 1303, 1162]
ads-heading: ОБЪЯВЛЕНІЯ. — [1321, 309, 1576, 340]
table-cell: 6 ч. 30 у. — [1244, 1052, 1303, 1088]
ad-code: №16-6Р2933 — [1516, 460, 1565, 469]
ad-headline: С-ТЪ-РАФАЭЛЬ — [1361, 1581, 1524, 1639]
commission-row — [1068, 602, 1303, 614]
article-paragraph: ступать гражданскимъ истцомъ въ процессѣ. Подсудимыхъ его интересы на засѣданіи суда будетъ защищать присяжный повѣренный Н. П. Карабчевскій. — [561, 75, 797, 133]
ad-code: 3Р2 8Р3813 — [1519, 1103, 1565, 1112]
column-header: Прибытіе въ Кіевъ — [1244, 892, 1303, 917]
